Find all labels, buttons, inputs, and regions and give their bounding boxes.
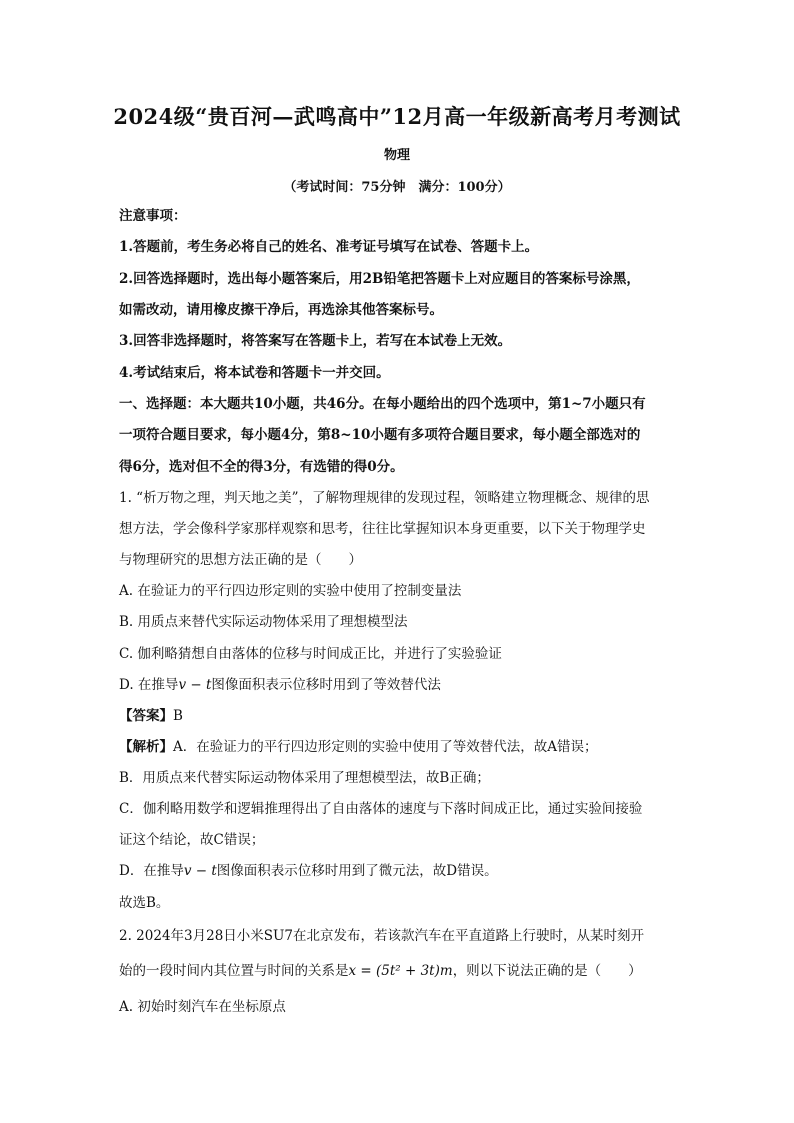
q2-position-formula: x = (5t² + 3t)m <box>348 963 453 979</box>
q2-stem-suffix: ，则以下说法正确的是（ ） <box>452 963 642 979</box>
analysis-d-suffix: 图像面积表示位移时用到了微元法，故D错误。 <box>216 863 498 879</box>
analysis-d-formula: v − t <box>183 863 217 879</box>
q1-analysis-c-line-2: 证这个结论，故C错误； <box>119 832 265 848</box>
analysis-d-prefix: D．在推导 <box>119 863 184 879</box>
q1-analysis-c-line-1: C．伽利略用数学和逻辑推理得出了自由落体的速度与下落时间成正比，通过实验间接验 <box>119 801 643 817</box>
answer-value: B <box>173 708 183 724</box>
section-1-line-1: 一、选择题：本大题共10小题，共46分。在每小题给出的四个选项中，第1~7小题只有 <box>119 396 646 412</box>
exam-title: 2024级“贵百河—武鸣高中”12月高一年级新高考月考测试 <box>113 104 681 129</box>
q2-stem-prefix: 始的一段时间内其位置与时间的关系是 <box>119 963 349 979</box>
q2-stem-line-1: 2. 2024年3月28日小米SU7在北京发布，若该款汽车在平直道路上行驶时，从某时刻开 <box>119 928 645 944</box>
q1-option-d-prefix: D. 在推导 <box>119 677 179 693</box>
q1-option-d-formula: v − t <box>178 677 212 693</box>
q1-answer <box>119 706 699 726</box>
notice-item-1: 1.答题前，考生务必将自己的姓名、准考证号填写在试卷、答题卡上。 <box>119 239 539 255</box>
q1-option-d <box>119 675 699 695</box>
q1-conclusion: 故选B。 <box>119 895 170 911</box>
q1-option-a: A. 在验证力的平行四边形定则的实验中使用了控制变量法 <box>119 583 462 599</box>
notice-item-2-line-2: 如需改动，请用橡皮擦干净后，再选涂其他答案标号。 <box>119 302 443 318</box>
q1-analysis-a <box>119 737 699 757</box>
q1-analysis-d <box>119 861 699 881</box>
q1-option-b: B. 用质点来替代实际运动物体采用了理想模型法 <box>119 614 408 630</box>
notice-item-2-line-1: 2.回答选择题时，选出每小题答案后，用2B铅笔把答题卡上对应题目的答案标号涂黑， <box>119 271 640 287</box>
q1-stem-line-1: 1. “析万物之理，判天地之美”，了解物理规律的发现过程，领略建立物理概念、规律的思 <box>119 490 650 506</box>
section-1-line-3: 得6分，选对但不全的得3分，有选错的得0分。 <box>119 459 404 475</box>
q1-option-d-suffix: 图像面积表示位移时用到了等效替代法 <box>211 677 441 693</box>
answer-label: 【答案】 <box>119 708 173 724</box>
subject-name: 物理 <box>383 148 410 163</box>
q1-stem-line-2: 想方法，学会像科学家那样观察和思考，往往比掌握知识本身更重要，以下关于物理学史 <box>119 521 646 537</box>
analysis-a-text: A．在验证力的平行四边形定则的实验中使用了等效替代法，故A错误； <box>173 739 598 755</box>
section-1-line-2: 一项符合题目要求，每小题4分，第8~10小题有多项符合题目要求，每小题全部选对的 <box>119 427 641 443</box>
q2-option-a: A. 初始时刻汽车在坐标原点 <box>119 999 286 1015</box>
exam-info: （考试时间：75分钟 满分：100分） <box>283 180 511 195</box>
q1-stem-line-3: 与物理研究的思想方法正确的是（ ） <box>119 552 362 568</box>
notice-item-3: 3.回答非选择题时，将答案写在答题卡上，若写在本试卷上无效。 <box>119 333 512 349</box>
analysis-label: 【解析】 <box>119 739 173 755</box>
q1-analysis-b: B．用质点来代替实际运动物体采用了理想模型法，故B正确； <box>119 770 490 786</box>
notice-heading: 注意事项： <box>119 208 187 224</box>
q2-stem-line-2 <box>119 961 699 981</box>
notice-item-4: 4.考试结束后，将本试卷和答题卡一并交回。 <box>119 365 390 381</box>
q1-option-c: C. 伽利略猜想自由落体的位移与时间成正比，并进行了实验验证 <box>119 646 502 662</box>
